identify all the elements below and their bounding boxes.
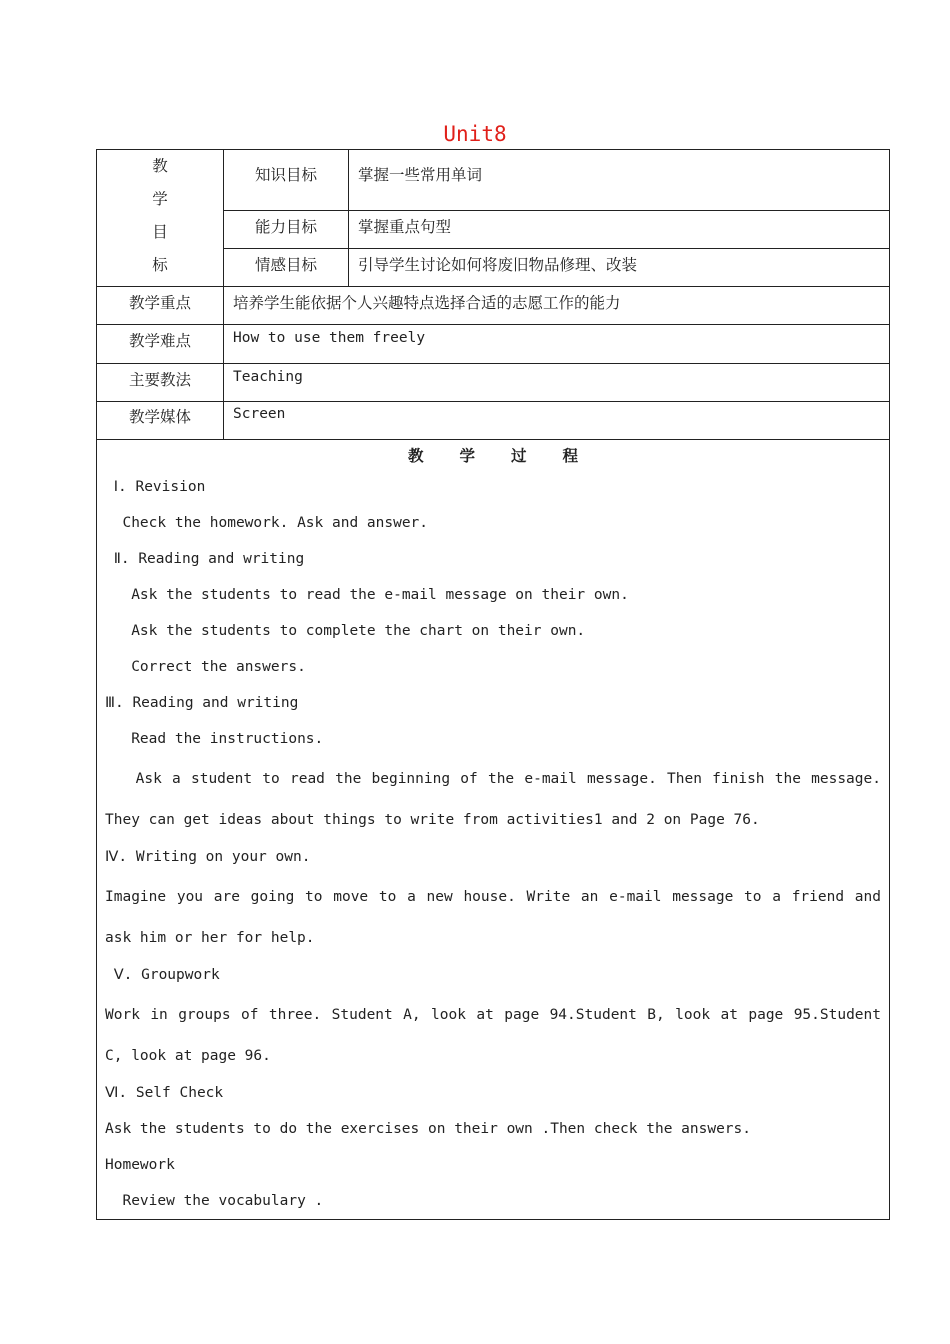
process-line: Correct the answers. [105, 659, 306, 675]
info-value: 培养学生能依据个人兴趣特点选择合适的志愿工作的能力 [224, 287, 890, 325]
info-value: Screen [224, 402, 890, 440]
process-line: Ask the students to read the e-mail message on their own. [105, 587, 629, 603]
objective-value: 引导学生讨论如何将废旧物品修理、改装 [349, 249, 890, 287]
process-line: Read the instructions. [105, 731, 324, 747]
process-line: Review the vocabulary . [105, 1193, 324, 1209]
info-label: 教学重点 [97, 287, 224, 325]
process-line: Imagine you are going to move to a new house. Write an e-mail message to a friend and ask him or her for help. [105, 889, 890, 946]
process-line: Ⅰ. Revision [105, 479, 206, 495]
objectives-label-char: 学 [152, 190, 168, 208]
info-label: 主要教法 [97, 364, 224, 402]
info-label: 教学媒体 [97, 402, 224, 440]
process-line: Homework [105, 1157, 175, 1173]
objective-name: 情感目标 [224, 249, 349, 287]
lesson-plan-table [96, 149, 890, 1220]
process-line: Check the homework. Ask and answer. [105, 515, 429, 531]
process-line: Ask the students to do the exercises on their own .Then check the answers. [105, 1121, 752, 1137]
process-heading: 教学过程 [407, 447, 614, 465]
process-line: Work in groups of three. Student A, look at page 94.Student B, look at page 95.Student C, look at page 96. [105, 1007, 890, 1064]
process-line: Ask the students to complete the chart on their own. [105, 623, 586, 639]
objective-value: 掌握一些常用单词 [349, 150, 890, 211]
process-line: Ⅱ. Reading and writing [105, 551, 305, 567]
process-body [97, 466, 889, 1219]
info-label: 教学难点 [97, 325, 224, 364]
objectives-label [97, 150, 224, 287]
process-line: Ⅵ. Self Check [105, 1085, 224, 1101]
process-line: Ask a student to read the beginning of the e-mail message. Then finish the message. They can get ideas about things to write from activities1 and 2 on Page 76. [105, 771, 890, 828]
process-line: Ⅳ. Writing on your own. [105, 849, 311, 865]
document-title: Unit8 [443, 122, 507, 146]
objective-name: 能力目标 [224, 211, 349, 249]
teaching-process-cell [97, 440, 890, 1220]
process-line: Ⅴ. Groupwork [105, 967, 220, 983]
objective-name: 知识目标 [224, 150, 349, 211]
objectives-label-char: 目 [152, 223, 168, 241]
process-line: Ⅲ. Reading and writing [105, 695, 299, 711]
info-value: How to use them freely [224, 325, 890, 364]
info-value: Teaching [224, 364, 890, 402]
objectives-label-char: 标 [152, 256, 168, 274]
objectives-label-char: 教 [152, 157, 168, 175]
objective-value: 掌握重点句型 [349, 211, 890, 249]
